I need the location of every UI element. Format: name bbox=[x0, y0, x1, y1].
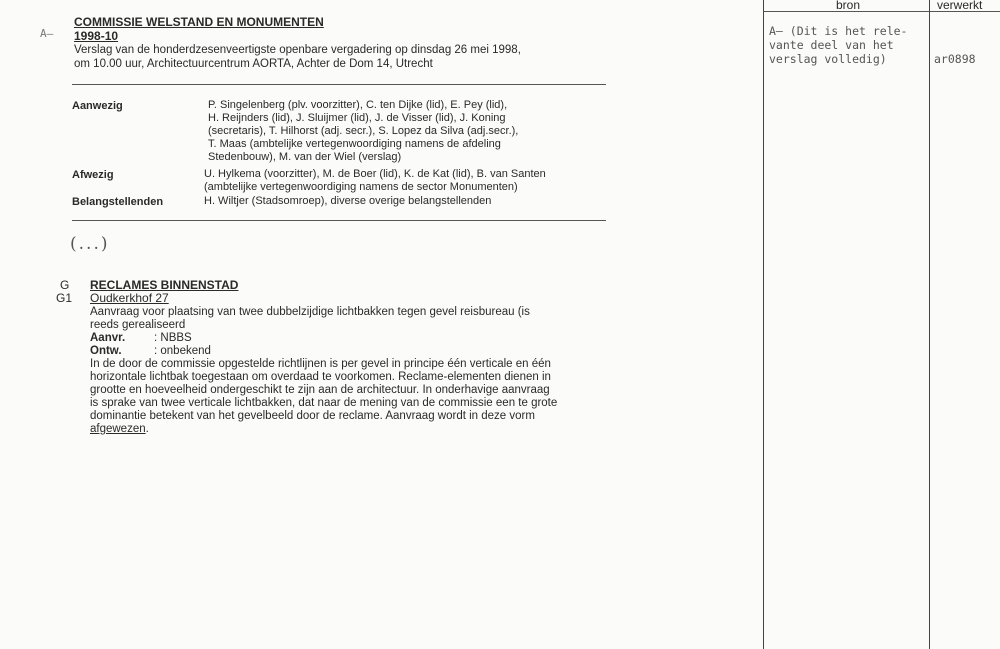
intro-line-2: om 10.00 uur, Architectuurcentrum AORTA, Achter de Dom 14, Utrecht bbox=[74, 58, 433, 70]
body-line: is sprake van twee verticale lichtbakken, dat naar de mening van de commissie een te grote bbox=[90, 397, 558, 409]
bron-note-line: A— (Dit is het rele- bbox=[769, 24, 908, 38]
section-title: RECLAMES BINNENSTAD bbox=[90, 278, 239, 292]
omission-marker: (...) bbox=[70, 234, 110, 254]
stakeholders-line: H. Wiltjer (Stadsomroep), diverse overige belangstellenden bbox=[204, 195, 492, 207]
present-label: Aanwezig bbox=[72, 100, 123, 112]
designer-label: Ontw. bbox=[90, 345, 122, 357]
present-line: T. Maas (ambtelijke vertegenwoordiging namens de afdeling bbox=[208, 138, 501, 150]
bron-note bbox=[769, 24, 907, 66]
verdict-tail: . bbox=[145, 423, 149, 435]
bron-left-rule bbox=[763, 0, 764, 649]
item-code: G1 bbox=[56, 291, 73, 305]
verdict-line bbox=[90, 423, 557, 436]
bron-note-line: verslag volledig) bbox=[769, 52, 887, 66]
divider-bottom bbox=[72, 220, 606, 221]
stakeholders-label: Belangstellenden bbox=[72, 196, 164, 208]
designer-row bbox=[90, 345, 557, 358]
present-line: P. Singelenberg (plv. voorzitter), C. ten Dijke (lid), E. Pey (lid), bbox=[208, 99, 508, 111]
margin-mark: A— bbox=[40, 27, 54, 40]
absent-list bbox=[204, 168, 546, 194]
body-line: dominantie betekent van het gevelbeeld door de reclame. Aanvraag wordt in deze vorm bbox=[90, 410, 535, 422]
present-line: H. Reijnders (lid), J. Sluijmer (lid), J. de Visser (lid), J. Koning bbox=[208, 112, 506, 124]
body-line: horizontale lichtbak toegestaan om overdaad te voorkomen. Reclame-elementen dienen in bbox=[90, 371, 551, 383]
request-line: reeds gerealiseerd bbox=[90, 319, 186, 331]
intro-line-1: Verslag van de honderdzesenveertigste openbare vergadering op dinsdag 26 mei 1998, bbox=[74, 44, 521, 56]
applicant-label: Aanvr. bbox=[90, 332, 126, 344]
designer-value: : onbekend bbox=[154, 345, 211, 357]
present-line: (secretaris), T. Hilhorst (adj. secr.), S. Lopez da Silva (adj.secr.), bbox=[208, 125, 519, 137]
bron-note-line: vante deel van het bbox=[769, 38, 894, 52]
body-line: grootte en hoeveelheid ondergeschikt te zijn aan de architectuur. In onderhavige aanvraag bbox=[90, 384, 550, 396]
item-body bbox=[90, 306, 557, 436]
present-list bbox=[208, 99, 518, 164]
absent-line: (ambtelijke vertegenwoordiging namens de sector Monumenten) bbox=[204, 181, 518, 193]
divider-top bbox=[72, 84, 606, 85]
applicant-row bbox=[90, 332, 557, 345]
column-header-bron: bron bbox=[836, 0, 861, 12]
meeting-number: 1998-10 bbox=[74, 29, 119, 43]
column-header-verwerkt: verwerkt bbox=[937, 0, 983, 12]
verwerkt-left-rule bbox=[929, 0, 930, 649]
absent-line: U. Hylkema (voorzitter), M. de Boer (lid), K. de Kat (lid), B. van Santen bbox=[204, 168, 546, 180]
section-code: G bbox=[60, 278, 70, 292]
absent-label: Afwezig bbox=[72, 169, 114, 181]
verwerkt-code: ar0898 bbox=[934, 52, 976, 66]
request-line: Aanvraag voor plaatsing van twee dubbelzijdige lichtbakken tegen gevel reisbureau (is bbox=[90, 306, 530, 318]
body-line: In de door de commissie opgestelde richtlijnen is per gevel in principe één verticale en één bbox=[90, 358, 551, 370]
applicant-value: : NBBS bbox=[154, 332, 192, 344]
verdict: afgewezen bbox=[90, 423, 146, 435]
present-line: Stedenbouw), M. van der Wiel (verslag) bbox=[208, 151, 402, 163]
committee-title: COMMISSIE WELSTAND EN MONUMENTEN bbox=[74, 15, 324, 29]
item-address: Oudkerkhof 27 bbox=[90, 291, 169, 305]
